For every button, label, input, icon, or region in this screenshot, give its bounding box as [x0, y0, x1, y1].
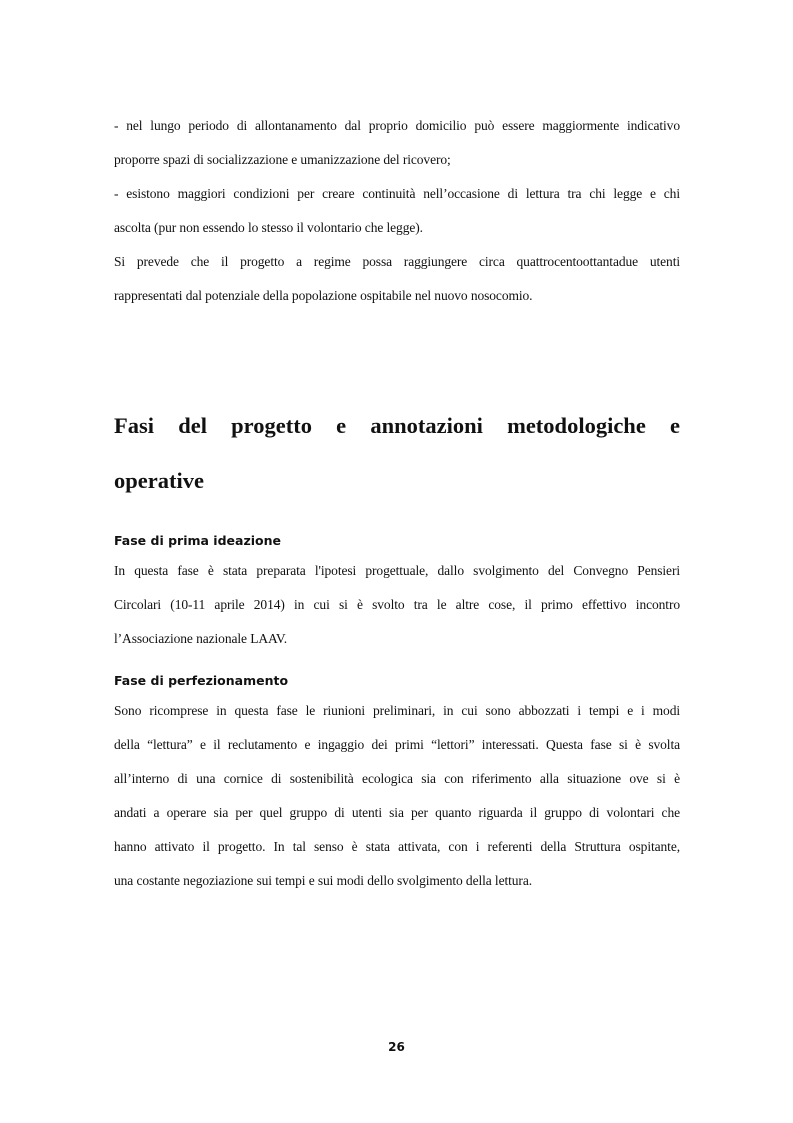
section-heading	[114, 398, 680, 508]
section-heading-line-2: operative	[114, 468, 204, 493]
phase2-line-1: Sono ricomprese in questa fase le riunioni preliminari, in cui sono abbozzati i tempi e i modi	[114, 703, 680, 718]
intro-line-2: proporre spazi di socializzazione e umanizzazione del ricovero;	[114, 152, 451, 167]
phase2-line-6: una costante negoziazione sui tempi e sui modi dello svolgimento della lettura.	[114, 873, 532, 888]
phase2-title: Fase di perfezionamento	[114, 673, 289, 688]
phase1-line-1: In questa fase è stata preparata l'ipotesi progettuale, dallo svolgimento del Convegno Pensieri	[114, 563, 680, 578]
phase1-title: Fase di prima ideazione	[114, 533, 281, 548]
intro-line-4: ascolta (pur non essendo lo stesso il volontario che legge).	[114, 220, 423, 235]
intro-line-5: Si prevede che il progetto a regime possa raggiungere circa quattrocentoottantadue utenti	[114, 254, 680, 269]
phase1-line-3: l’Associazione nazionale LAAV.	[114, 631, 288, 646]
page-number: 26	[388, 1040, 405, 1054]
phase-gap	[114, 656, 680, 668]
phase1-line-2: Circolari (10-11 aprile 2014) in cui si è svolto tra le altre cose, il primo effettivo incontro	[114, 597, 680, 612]
intro-line-1: - nel lungo periodo di allontanamento dal proprio domicilio può essere maggiormente indicativo	[114, 118, 680, 133]
intro-line-6: rappresentati dal potenziale della popolazione ospitabile nel nuovo nosocomio.	[114, 288, 533, 303]
phase2-line-4: andati a operare sia per quel gruppo di utenti sia per quanto riguarda il gruppo di volontari che	[114, 805, 680, 820]
phase2-line-3: all’interno di una cornice di sostenibilità ecologica sia con riferimento alla situazione ove si è	[114, 771, 680, 786]
intro-paragraph	[114, 109, 680, 313]
intro-line-3: - esistono maggiori condizioni per creare continuità nell’occasione di lettura tra chi legge e chi	[114, 186, 680, 201]
phase2-line-5: hanno attivato il progetto. In tal senso è stata attivata, con i referenti della Struttura ospitante,	[114, 839, 680, 854]
section-heading-line-1: Fasi del progetto e annotazioni metodologiche e	[114, 413, 680, 438]
phases-section	[114, 528, 680, 898]
phase2-line-2: della “lettura” e il reclutamento e ingaggio dei primi “lettori” interessati. Questa fase si è svolta	[114, 737, 680, 752]
